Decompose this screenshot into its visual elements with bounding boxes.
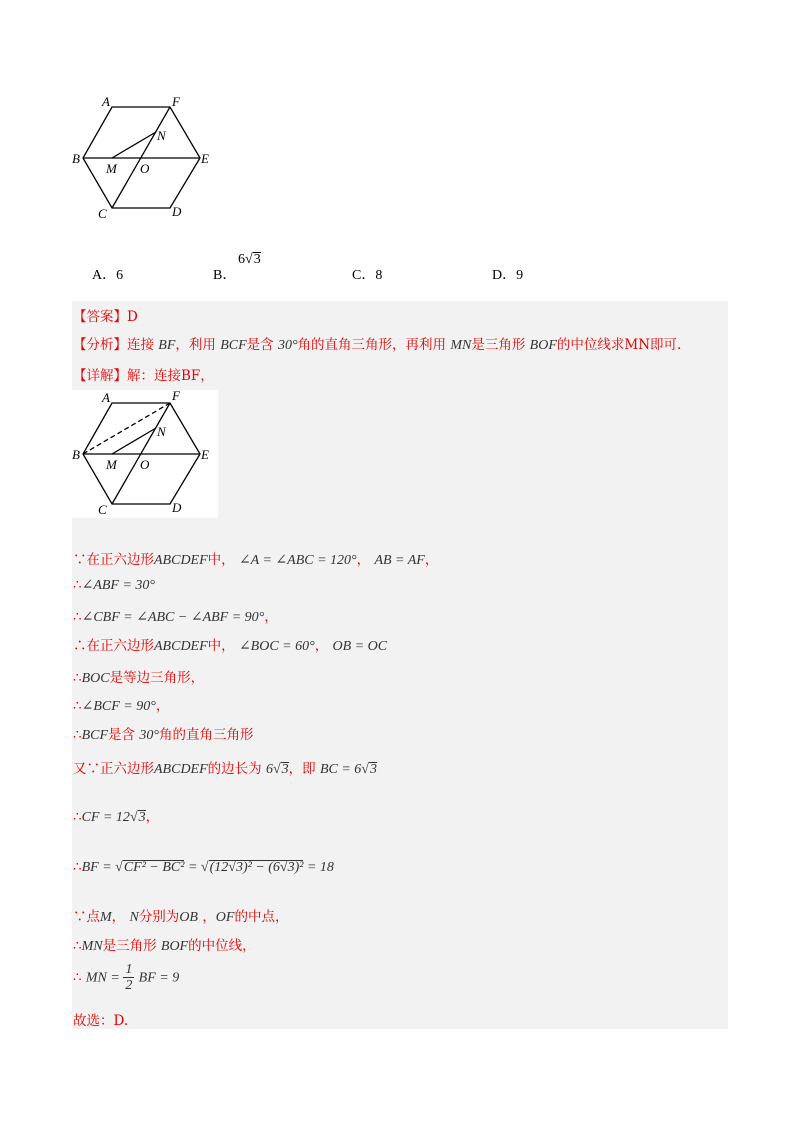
step-6: ∴∠BCF = 90°， bbox=[73, 698, 170, 714]
label-a: A bbox=[102, 390, 110, 405]
step-13: ∴ MN = $\frac{1}{2}$ BF = 9 bbox=[73, 962, 180, 994]
step-4: ∴在正六边形ABCDEF中， ∠BOC = 60°， OB = OC bbox=[73, 638, 388, 654]
option-a[interactable]: A．6 bbox=[92, 268, 124, 283]
label-e: E bbox=[201, 151, 209, 166]
step-2: ∴∠ABF = 30° bbox=[73, 577, 156, 593]
label-o: O bbox=[140, 457, 150, 472]
label-b: B bbox=[72, 447, 80, 462]
final-answer: 故选：D. bbox=[73, 1013, 129, 1029]
step-1: ∵在正六边形ABCDEF中， ∠A = ∠ABC = 120°， AB = AF， bbox=[73, 552, 439, 568]
fraction-one-half: $\frac{1}{2}$ bbox=[125, 962, 133, 994]
label-e: E bbox=[201, 447, 209, 462]
step-9: ∴CF = 12√3， bbox=[73, 809, 160, 825]
label-m: M bbox=[106, 161, 117, 176]
step-12: ∴MN是三角形 BOF的中位线， bbox=[73, 938, 256, 954]
step-5: ∴BOC是等边三角形， bbox=[73, 670, 205, 686]
label-a: A bbox=[102, 94, 110, 109]
label-o: O bbox=[140, 161, 150, 176]
label-c: C bbox=[98, 502, 107, 517]
option-b-value: 6√3 bbox=[238, 252, 261, 267]
option-b[interactable]: B． bbox=[213, 268, 237, 283]
step-10: ∴BF = √CF² − BC² = √(12√3)² − (6√3)² = 18 bbox=[73, 859, 334, 875]
analysis-line: 【分析】连接 BF，利用 BCF是含 30°角的直角三角形，再利用 MN是三角形 BOF的中位线求MN即可. bbox=[73, 337, 682, 353]
option-c[interactable]: C．8 bbox=[352, 268, 383, 283]
label-m: M bbox=[106, 457, 117, 472]
label-b: B bbox=[72, 151, 80, 166]
label-f: F bbox=[172, 94, 180, 109]
label-n: N bbox=[157, 128, 166, 143]
step-11: ∵点M， N分别为OB ，OF的中点， bbox=[73, 909, 289, 925]
label-n: N bbox=[157, 424, 166, 439]
label-d: D bbox=[172, 500, 182, 515]
hexagon-figure bbox=[70, 92, 220, 222]
label-f: F bbox=[172, 388, 180, 403]
answer-line: 【答案】D bbox=[73, 309, 138, 325]
hexagon-figure-with-bf bbox=[70, 388, 220, 518]
detail-line: 【详解】解：连接BF， bbox=[73, 368, 214, 384]
step-7: ∴BCF是含 30°角的直角三角形 bbox=[73, 727, 254, 743]
label-d: D bbox=[172, 204, 182, 219]
step-3: ∴∠CBF = ∠ABC − ∠ABF = 90°， bbox=[73, 609, 278, 625]
option-d[interactable]: D．9 bbox=[492, 268, 524, 283]
step-8: 又∵正六边形ABCDEF的边长为 6√3，即 BC = 6√3 bbox=[73, 761, 377, 777]
label-c: C bbox=[98, 206, 107, 221]
